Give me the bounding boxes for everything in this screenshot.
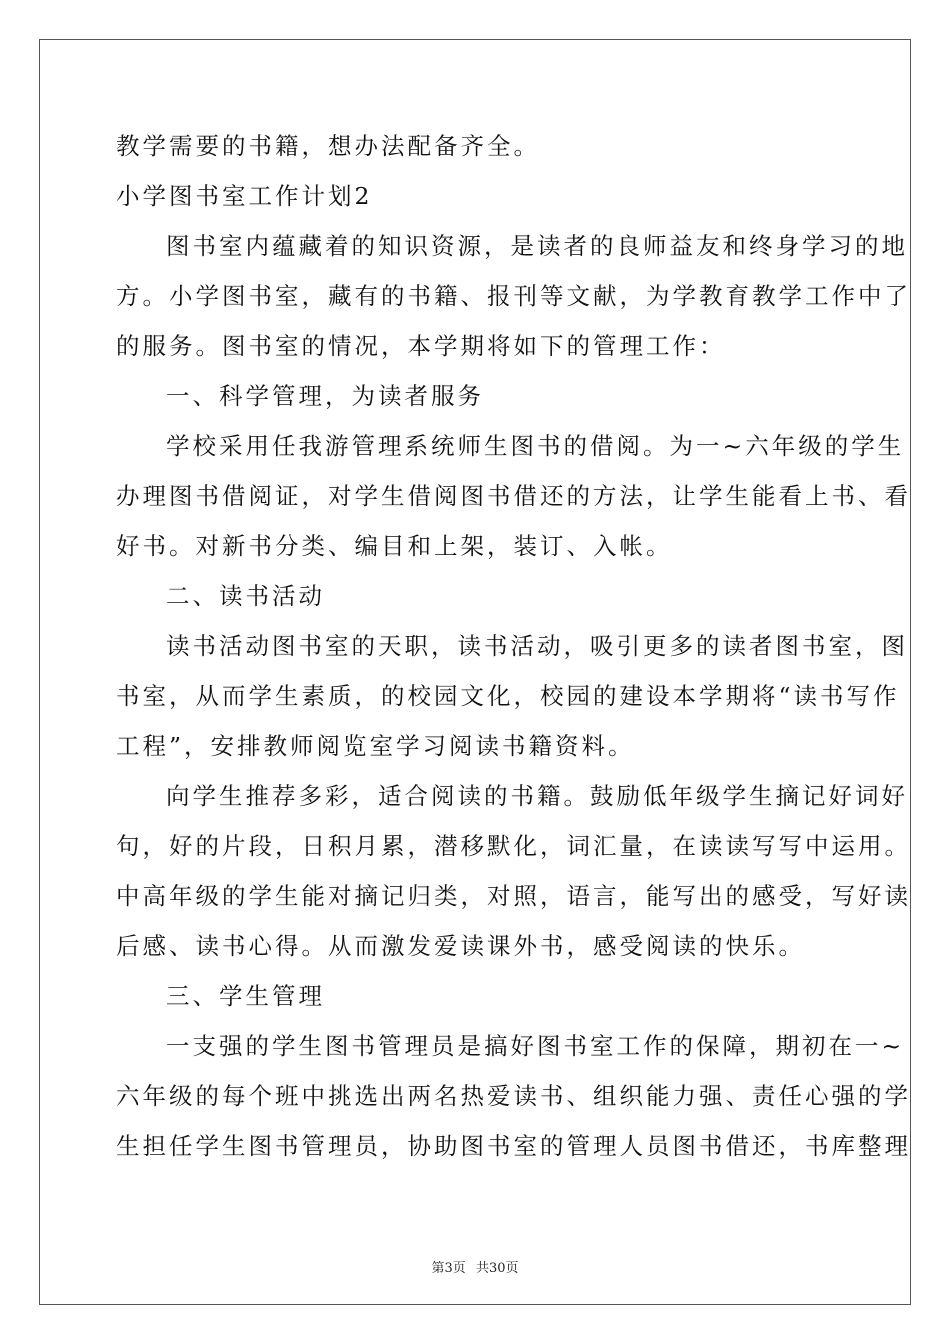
text-line: 工程”，安排教师阅览室学习阅读书籍资料。 (116, 732, 635, 760)
text-line: 学校采用任我游管理系统师生图书的借阅。为一~六年级的学生 (166, 432, 905, 460)
page-footer (0, 1257, 950, 1276)
text-line: 办理图书借阅证，对学生借阅图书借还的方法，让学生能看上书、看 (116, 482, 911, 510)
text-line: 生担任学生图书管理员，协助图书室的管理人员图书借还，书库整理 (116, 1132, 911, 1160)
text-line: 教学需要的书籍，想办法配备齐全。 (116, 132, 540, 160)
text-line: 好书。对新书分类、编目和上架，装订、入帐。 (116, 532, 673, 560)
text-line: 方。小学图书室，藏有的书籍、报刊等文献，为学教育教学工作中了 (116, 282, 911, 310)
text-line: 一支强的学生图书管理员是搞好图书室工作的保障，期初在一~ (166, 1032, 905, 1060)
page-number: 第3页 (431, 1261, 466, 1276)
text-line: 句，好的片段，日积月累，潜移默化，词汇量，在读读写写中运用。 (116, 832, 911, 860)
heading-two: 二、读书活动 (166, 582, 325, 610)
text-line: 向学生推荐多彩，适合阅读的书籍。鼓励低年级学生摘记好词好 (166, 782, 908, 810)
heading-three: 三、学生管理 (166, 982, 325, 1010)
text-line: 读书活动图书室的天职，读书活动，吸引更多的读者图书室，图 (166, 632, 908, 660)
text-line: 书室，从而学生素质，的校园文化，校园的建设本学期将“读书写作 (116, 682, 900, 710)
text-line: 中高年级的学生能对摘记归类，对照，语言，能写出的感受，写好读 (116, 882, 911, 910)
text-line: 的服务。图书室的情况，本学期将如下的管理工作： (116, 332, 726, 360)
page-total: 共30页 (475, 1261, 519, 1276)
text-line: 六年级的每个班中挑选出两名热爱读书、组织能力强、责任心强的学 (116, 1082, 911, 1110)
text-line: 图书室内蕴藏着的知识资源，是读者的良师益友和终身学习的地 (166, 232, 908, 260)
text-line: 后感、读书心得。从而激发爱读课外书，感受阅读的快乐。 (116, 932, 805, 960)
section-title: 小学图书室工作计划2 (116, 182, 373, 210)
heading-one: 一、科学管理，为读者服务 (166, 382, 484, 410)
